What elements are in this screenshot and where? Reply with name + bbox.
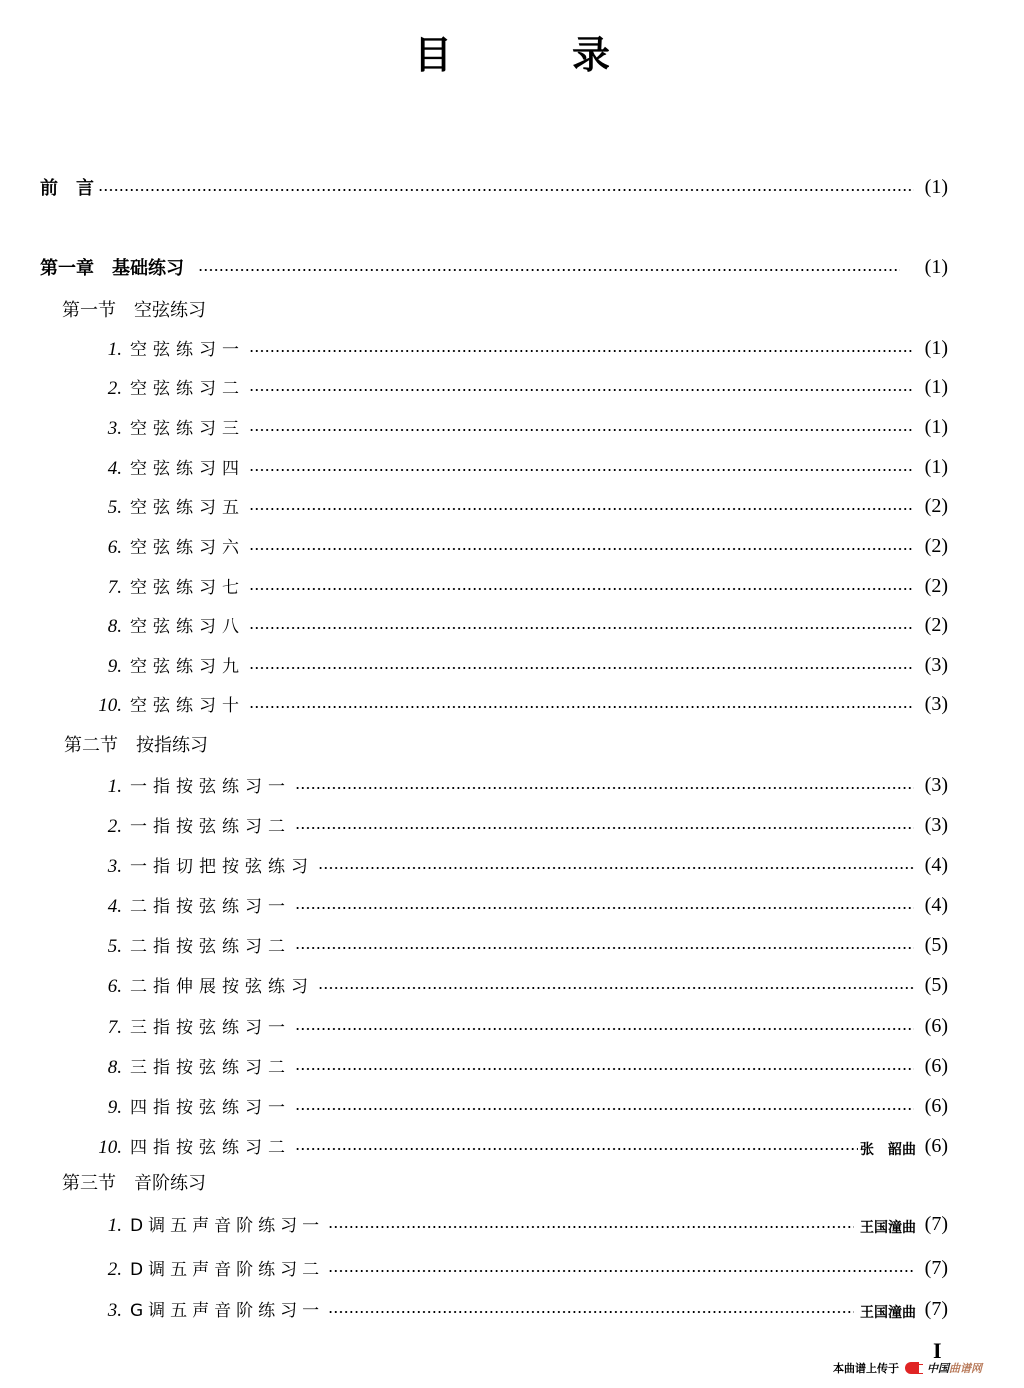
toc-item[interactable]	[0, 1253, 1024, 1283]
page-ref: (4)	[924, 893, 948, 916]
item-number: 7.	[107, 1017, 122, 1038]
brand-name-part-1: 中国	[927, 1362, 949, 1375]
item-number: 7.	[107, 577, 122, 598]
toc-item[interactable]	[0, 412, 1024, 442]
item-title: 二指按弦练习一	[130, 897, 291, 917]
page-ref: (2)	[924, 494, 948, 517]
item-title: D调五声音阶练习二	[130, 1260, 325, 1280]
dot-leader	[328, 1226, 854, 1228]
page-ref: (3)	[924, 692, 948, 715]
item-number: 2.	[107, 378, 122, 399]
item-title: 四指按弦练习一	[130, 1098, 291, 1118]
item-number: 6.	[107, 976, 122, 997]
item-title: 空弦练习五	[130, 498, 245, 518]
toc-entry-chapter-1[interactable]	[0, 252, 1024, 282]
dot-leader	[295, 827, 914, 829]
dot-leader	[295, 947, 914, 949]
dot-leader	[249, 706, 914, 708]
dot-leader	[249, 350, 914, 352]
item-number: 5.	[107, 497, 122, 518]
item-title: 空弦练习二	[130, 379, 245, 399]
toc-item[interactable]	[0, 372, 1024, 402]
toc-section-1[interactable]	[0, 294, 1024, 324]
brand-name-part-2: 曲谱网	[949, 1362, 982, 1375]
item-number: 5.	[107, 936, 122, 957]
item-title: G调五声音阶练习一	[130, 1301, 325, 1321]
toc-item[interactable]	[0, 1294, 1024, 1324]
item-number: 3.	[107, 856, 122, 877]
item-number: 1.	[107, 1215, 122, 1236]
item-number: 4.	[107, 896, 122, 917]
item-number: 3.	[107, 1300, 122, 1321]
toc-item[interactable]	[0, 650, 1024, 680]
entry-title: 第一章 基础练习	[40, 258, 184, 279]
dot-leader	[98, 189, 914, 191]
page-number: I	[933, 1338, 942, 1363]
toc-item[interactable]	[0, 491, 1024, 521]
item-title: D调五声音阶练习一	[130, 1216, 325, 1236]
item-number: 10.	[98, 1137, 122, 1158]
title-char-1: 目	[413, 33, 452, 77]
item-number: 1.	[107, 776, 122, 797]
dot-leader	[249, 627, 914, 629]
page-ref: (4)	[924, 853, 948, 876]
item-number: 2.	[107, 1259, 122, 1280]
dot-leader	[295, 1148, 858, 1150]
dot-leader	[295, 907, 914, 909]
item-title: 空弦练习三	[130, 419, 245, 439]
toc-item[interactable]	[0, 770, 1024, 800]
item-title: 一指按弦练习二	[130, 817, 291, 837]
item-number: 9.	[107, 656, 122, 677]
item-title: 空弦练习十	[130, 696, 245, 716]
dot-leader	[318, 987, 914, 989]
page-ref: (1)	[924, 255, 948, 278]
item-title: 空弦练习一	[130, 340, 245, 360]
item-title: 二指伸展按弦练习	[130, 977, 314, 997]
item-number: 9.	[107, 1097, 122, 1118]
dot-leader	[295, 1068, 914, 1070]
dot-leader	[249, 667, 914, 669]
toc-item[interactable]	[0, 452, 1024, 482]
dot-leader	[249, 469, 914, 471]
section-title: 第三节 音阶练习	[62, 1173, 206, 1194]
page-ref: (3)	[924, 773, 948, 796]
item-number: 6.	[107, 537, 122, 558]
toc-entry-preface[interactable]	[0, 172, 1024, 202]
item-title: 四指按弦练习二	[130, 1138, 291, 1158]
item-title: 二指按弦练习二	[130, 937, 291, 957]
dot-leader	[198, 269, 900, 271]
item-number: 8.	[107, 1057, 122, 1078]
toc-item[interactable]	[0, 810, 1024, 840]
dot-leader	[318, 867, 914, 869]
composer-credit: 张 韶曲	[860, 1142, 916, 1158]
item-number: 1.	[107, 339, 122, 360]
page-ref: (2)	[924, 534, 948, 557]
page-ref: (2)	[924, 613, 948, 636]
toc-item[interactable]	[0, 970, 1024, 1000]
item-number: 4.	[107, 458, 122, 479]
dot-leader	[328, 1270, 914, 1272]
dot-leader	[328, 1311, 854, 1313]
dot-leader	[249, 548, 914, 550]
item-title: 空弦练习七	[130, 578, 245, 598]
page-ref: (1)	[924, 455, 948, 478]
item-title: 一指切把按弦练习	[130, 857, 314, 877]
site-logo-icon	[905, 1362, 919, 1374]
toc-section-2[interactable]	[0, 729, 1024, 759]
toc-item[interactable]	[0, 333, 1024, 363]
page-ref: (6)	[924, 1134, 948, 1157]
page-ref: (5)	[924, 933, 948, 956]
page-ref: (7)	[924, 1256, 948, 1279]
item-title: 空弦练习九	[130, 657, 245, 677]
page-title	[0, 24, 1024, 79]
page-ref: (1)	[924, 336, 948, 359]
item-title: 空弦练习四	[130, 459, 245, 479]
page-ref: (3)	[924, 813, 948, 836]
dot-leader	[295, 787, 914, 789]
composer-credit: 王国潼曲	[860, 1220, 916, 1236]
toc-item[interactable]	[0, 930, 1024, 960]
title-char-2: 录	[572, 33, 611, 77]
page-ref: (3)	[924, 653, 948, 676]
item-number: 2.	[107, 816, 122, 837]
toc-item[interactable]	[0, 1209, 1024, 1239]
toc-item[interactable]	[0, 1091, 1024, 1121]
item-title: 三指按弦练习二	[130, 1058, 291, 1078]
toc-item[interactable]	[0, 1011, 1024, 1041]
dot-leader	[249, 588, 914, 590]
item-number: 8.	[107, 616, 122, 637]
item-title: 一指按弦练习一	[130, 777, 291, 797]
toc-item[interactable]	[0, 531, 1024, 561]
toc-item[interactable]	[0, 890, 1024, 920]
item-number: 3.	[107, 418, 122, 439]
toc-item[interactable]	[0, 689, 1024, 719]
dot-leader	[249, 389, 914, 391]
toc-item[interactable]	[0, 1131, 1024, 1161]
section-title: 第二节 按指练习	[64, 735, 208, 756]
dot-leader	[249, 508, 914, 510]
toc-section-3[interactable]	[0, 1167, 1024, 1197]
toc-item[interactable]	[0, 850, 1024, 880]
item-title: 空弦练习八	[130, 617, 245, 637]
page-ref: (2)	[924, 574, 948, 597]
page-ref: (6)	[924, 1014, 948, 1037]
dot-leader	[295, 1108, 914, 1110]
dot-leader	[249, 429, 914, 431]
watermark-text: 本曲谱上传于	[833, 1362, 899, 1375]
page-ref: (7)	[924, 1212, 948, 1235]
dot-leader	[295, 1028, 914, 1030]
item-number: 10.	[98, 695, 122, 716]
item-title: 空弦练习六	[130, 538, 245, 558]
toc-item[interactable]	[0, 1051, 1024, 1081]
page-ref: (1)	[924, 415, 948, 438]
page-ref: (1)	[924, 375, 948, 398]
watermark	[833, 1360, 982, 1376]
page-ref: (5)	[924, 973, 948, 996]
section-title: 第一节 空弦练习	[62, 300, 206, 321]
page-ref: (6)	[924, 1054, 948, 1077]
composer-credit: 王国潼曲	[860, 1305, 916, 1321]
item-title: 三指按弦练习一	[130, 1018, 291, 1038]
page-ref: (1)	[924, 175, 948, 198]
toc-item[interactable]	[0, 571, 1024, 601]
page-ref: (6)	[924, 1094, 948, 1117]
toc-item[interactable]	[0, 610, 1024, 640]
page-ref: (7)	[924, 1297, 948, 1320]
entry-title: 前 言	[40, 178, 94, 199]
